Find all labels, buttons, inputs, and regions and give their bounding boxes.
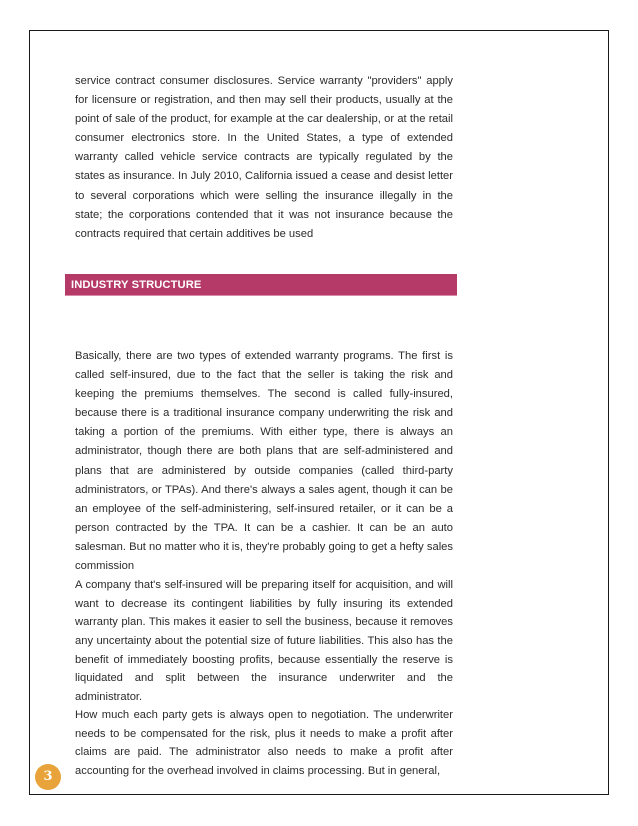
paragraph-self-insured: A company that's self-insured will be preparing itself for acquisition, and will want to decrease its contingent liabilities by fully insuring its extended warranty plan. This makes it easier to sell the business, because it removes any uncertainty about the potential size of future liabilities. This also has the benefit of immediately boosting profits, because essentially the reserve is liquidated and split between the insurance underwriter and the administrator. — [75, 579, 453, 703]
section-heading-bar — [65, 274, 457, 296]
intro-text-block — [75, 72, 453, 244]
industry-text-block — [75, 347, 453, 781]
paragraph-program-types: Basically, there are two types of extended warranty programs. The first is called self-insured, due to the fact that the seller is taking the risk and keeping the premiums themselves. The second is called fully-insured, because there is a traditional insurance company underwriting the risk and taking a portion of the premiums. With either type, there is always an administrator, though there are both plans that are self-administered and plans that are administered by outside companies (called third-party administrators, or TPAs). And there's always a sales agent, though it can be an employee of the self-administering, self-insured retailer, or it can be a person contracted by the TPA. It can be a cashier. It can be an auto salesman. But no matter who it is, they're probably going to get a hefty sales commission — [75, 350, 453, 573]
section-heading: INDUSTRY STRUCTURE — [71, 279, 202, 291]
page-number-badge: 3 — [35, 764, 61, 790]
intro-paragraph: service contract consumer disclosures. Service warranty "providers" apply for licensure or registration, and then may sell their products, usually at the point of sale of the product, for example at the car dealership, or at the retail consumer electronics store. In the United States, a type of extended warranty called vehicle service contracts are typically regulated by the states as insurance. In July 2010, California issued a cease and desist letter to several corporations which were selling the insurance illegally in the state; the corporations contended that it was not insurance because the contracts required that certain additives be used — [75, 75, 453, 240]
paragraph-negotiation: How much each party gets is always open to negotiation. The underwriter needs to be compensated for the risk, plus it needs to make a profit after claims are paid. The administrator also needs to make a profit after accounting for the overhead involved in claims processing. But in general, — [75, 709, 453, 778]
